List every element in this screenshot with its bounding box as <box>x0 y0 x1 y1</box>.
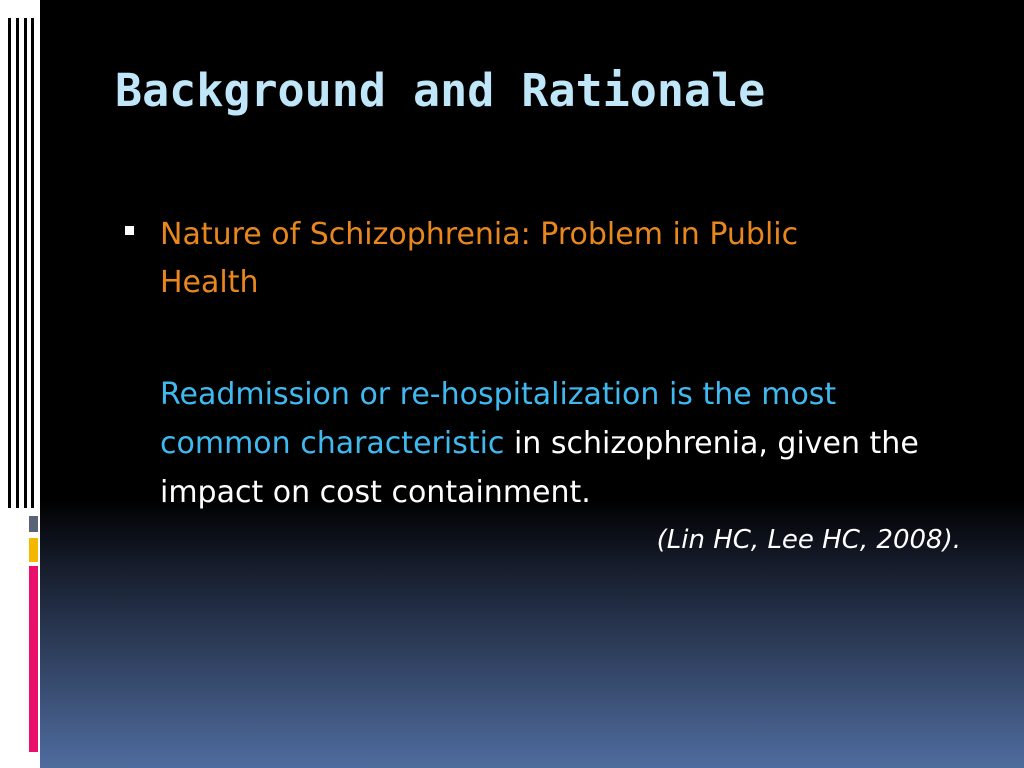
body-paragraph <box>160 370 940 517</box>
citation: (Lin HC, Lee HC, 2008). <box>656 525 961 555</box>
accent-bar-pink <box>29 566 38 752</box>
accent-bar-yellow <box>29 538 38 562</box>
square-bullet-icon <box>125 226 134 235</box>
highlighted-text: Readmission or re-hospitalization is the most common characteristic <box>160 377 837 461</box>
bullet-text: Nature of Schizophrenia: Problem in Public Health <box>160 217 799 300</box>
paragraph-text: in schizophrenia, given the impact on cost containment. <box>160 426 919 510</box>
accent-bar-gray <box>29 516 38 532</box>
slide-title: Background and Rationale <box>115 64 766 117</box>
